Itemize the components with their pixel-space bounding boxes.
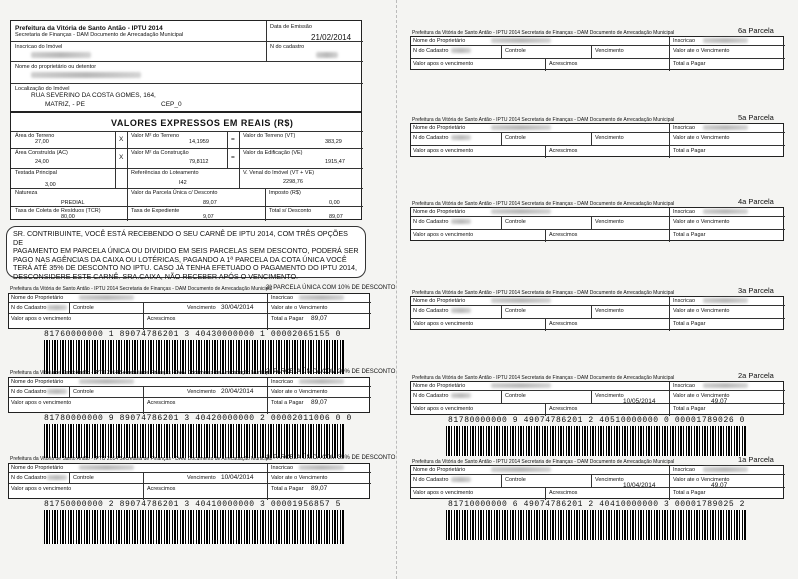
redacted-name <box>491 467 551 472</box>
slip-org: Prefeitura da Vitória de Santo Antão - IPTU 2014 Secretaria de Finanças - DAM Documento de Arrecadação Municipal <box>412 459 675 465</box>
barcode-digits: 81760000000 1 89074786201 3 40430000000 1 00002065155 0 <box>44 330 342 339</box>
barcode <box>446 426 746 456</box>
label-controle: Controle <box>505 477 526 483</box>
divider <box>591 390 592 403</box>
emissao-label: Data de Emissão <box>270 24 312 30</box>
divider <box>267 294 268 330</box>
redacted-inscricao <box>703 383 748 388</box>
imposto-value: 0,00 <box>329 200 340 206</box>
label-inscricao: Inscricao <box>271 465 294 471</box>
localizacao-label: Localização do Imóvel <box>15 86 70 92</box>
label-valor-ate: Valor ate o Vencimento <box>271 475 328 481</box>
slip-valor: 49,07 <box>711 482 728 489</box>
label-valor-apos: Valor apos o vencimento <box>413 232 474 238</box>
label-inscricao: Inscricao <box>673 298 696 304</box>
redacted-cadastro <box>47 389 67 394</box>
label-acrescimos: Acrescimos <box>147 316 176 322</box>
redacted-inscricao <box>703 467 748 472</box>
divider <box>591 216 592 229</box>
redacted-cadastro <box>451 135 471 140</box>
cep-line: CEP_0 <box>161 101 182 108</box>
barcode <box>446 510 746 540</box>
divider <box>501 305 502 318</box>
label-nome: Nome do Proprietário <box>413 467 466 473</box>
divider <box>267 378 268 414</box>
redacted-name <box>79 465 134 470</box>
divider <box>501 390 502 403</box>
divider <box>591 305 592 318</box>
label-total: Total a Pagar <box>673 321 706 327</box>
label-vencimento: Vencimento <box>595 48 624 54</box>
label-inscricao: Inscricao <box>673 383 696 389</box>
divider <box>411 229 785 230</box>
label-total: Total a Pagar <box>673 490 706 496</box>
label-valor-apos: Valor apos o vencimento <box>11 316 72 322</box>
slip-box <box>410 296 784 330</box>
multiply-sign: X <box>119 136 124 143</box>
label-ncadastro: N do Cadastro <box>11 389 47 395</box>
label-acrescimos: Acrescimos <box>549 148 578 154</box>
coleta-value: 80,00 <box>61 214 75 220</box>
slip-org: Prefeitura da Vitória de Santo Antão - IPTU 2014 Secretaria de Finanças - DAM Documento de Arrecadação Municipal <box>10 286 273 292</box>
label-vencimento: Vencimento <box>595 477 624 483</box>
redacted-cadastro <box>451 393 471 398</box>
divider <box>591 474 592 487</box>
slip-org: Prefeitura da Vitória de Santo Antão - IPTU 2014 Secretaria de Finanças - DAM Documento de Arrecadação Municipal <box>10 370 273 376</box>
redacted-cadastro <box>451 308 471 313</box>
label-total: Total a Pagar <box>271 400 304 406</box>
redacted-name <box>491 38 551 43</box>
redacted-cadastro <box>451 48 471 53</box>
label-valor-apos: Valor apos o vencimento <box>413 406 474 412</box>
label-acrescimos: Acrescimos <box>147 400 176 406</box>
venal-label: V. Venal do Imóvel (VT + VE) <box>243 170 315 176</box>
venal-value: 2298,76 <box>283 179 303 185</box>
divider <box>411 318 785 319</box>
values-table <box>10 112 362 220</box>
equals-sign: = <box>231 136 235 143</box>
label-total: Total a Pagar <box>673 232 706 238</box>
label-acrescimos: Acrescimos <box>549 232 578 238</box>
label-acrescimos: Acrescimos <box>549 406 578 412</box>
total-label: Total s/ Desconto <box>269 208 312 214</box>
v-terreno-label: Valor do Terreno (VT) <box>243 133 296 139</box>
label-inscricao: Inscricao <box>673 467 696 473</box>
testada-value: 3,00 <box>45 182 56 188</box>
divider <box>9 483 371 484</box>
barcode-digits: 81780000000 9 49074786201 2 40510000000 0 00001789026 0 <box>448 416 746 425</box>
divider <box>669 297 670 331</box>
slip-title: 2ª PARCELA ÚNICA COM 20% DE DESCONTO <box>266 369 396 375</box>
area-terreno-value: 27,00 <box>35 139 49 145</box>
redacted-inscricao <box>703 298 748 303</box>
label-acrescimos: Acrescimos <box>549 61 578 67</box>
divider <box>411 487 785 488</box>
redacted-inscricao <box>299 465 344 470</box>
divider <box>669 37 670 71</box>
divider <box>9 397 371 398</box>
expediente-label: Taxa de Expediente <box>131 208 180 214</box>
divider <box>545 229 546 242</box>
area-const-label: Área Construída (AC) <box>15 150 68 156</box>
contributor-notice: SR. CONTRIBUINTE, VOCÊ ESTÁ RECEBENDO O SEU CARNÊ DE IPTU 2014, COM TRÊS OPÇÕES DE PAGAMENTO EM PARCELA ÚNICA OU DIVIDIDO EM SEIS PARCELAS SEM DESCONTO, PODERÁ SER PAGO NAS AGÊNCIAS DA CAIXA OU LOTÉRICAS, PAGANDO A 1ª PARCELA DA COTA ÚNICA VOCÊ TERÁ ATÉ 35% DE DESCONTO NO IPTU. CASO JÁ TENHA EFETUADO O PAGAMENTO DO IPTU 2014, DESCONSIDERE ESTE CARNÊ. SRA.CAIXA, NÃO RECEBER APÓS O VENCIMENTO. <box>6 226 366 278</box>
barcode-digits: 81710000000 6 49074786201 2 40410000000 3 00001789025 2 <box>448 500 746 509</box>
divider <box>411 216 785 217</box>
slip-box <box>8 293 370 329</box>
divider <box>9 472 371 473</box>
proprietario-label: Nome do proprietário ou detentor <box>15 64 97 70</box>
redacted-name <box>491 383 551 388</box>
redacted-inscricao <box>299 379 344 384</box>
label-valor-ate: Valor ate o Vencimento <box>673 393 730 399</box>
slip-box <box>410 123 784 157</box>
label-controle: Controle <box>505 393 526 399</box>
natureza-label: Natureza <box>15 190 38 196</box>
label-ncadastro: N do Cadastro <box>11 305 47 311</box>
slip-total: 89,07 <box>311 485 328 492</box>
label-vencimento: Vencimento <box>595 135 624 141</box>
divider <box>669 466 670 500</box>
label-acrescimos: Acrescimos <box>549 490 578 496</box>
slip-box <box>8 463 370 499</box>
slip-venc: 10/04/2014 <box>221 474 254 481</box>
label-nome: Nome do Proprietário <box>413 298 466 304</box>
label-controle: Controle <box>73 305 94 311</box>
divider <box>411 305 785 306</box>
slip-venc: 30/04/2014 <box>221 304 254 311</box>
redacted-inscricao <box>31 52 91 58</box>
divider <box>9 313 371 314</box>
label-valor-apos: Valor apos o vencimento <box>413 321 474 327</box>
label-valor-ate: Valor ate o Vencimento <box>673 48 730 54</box>
label-ncadastro: N do Cadastro <box>413 135 449 141</box>
label-controle: Controle <box>73 475 94 481</box>
divider <box>267 464 268 500</box>
slip-box <box>410 381 784 415</box>
slip-org: Prefeitura da Vitória de Santo Antão - IPTU 2014 Secretaria de Finanças - DAM Documento de Arrecadação Municipal <box>412 30 675 36</box>
slip-valor: 49,07 <box>711 398 728 405</box>
vm-const-value: 79,8112 <box>189 159 209 165</box>
label-nome: Nome do Proprietário <box>413 383 466 389</box>
label-vencimento: Vencimento <box>595 393 624 399</box>
perforation-line <box>396 0 397 579</box>
slip-box <box>410 465 784 499</box>
slip-total: 89,07 <box>311 399 328 406</box>
divider <box>501 216 502 229</box>
label-controle: Controle <box>505 48 526 54</box>
redacted-inscricao <box>299 295 344 300</box>
label-ncadastro: N do Cadastro <box>11 475 47 481</box>
divider <box>69 386 70 397</box>
label-controle: Controle <box>505 219 526 225</box>
label-valor-apos: Valor apos o vencimento <box>413 61 474 67</box>
label-ncadastro: N do Cadastro <box>413 219 449 225</box>
label-controle: Controle <box>505 135 526 141</box>
divider <box>411 132 785 133</box>
testada-label: Testada Principal <box>15 170 57 176</box>
org-name: Prefeitura da Vitória de Santo Antão - IPTU 2014 <box>15 25 163 32</box>
label-ncadastro: N do Cadastro <box>413 393 449 399</box>
divider <box>411 58 785 59</box>
label-valor-apos: Valor apos o vencimento <box>11 486 72 492</box>
divider <box>669 124 670 158</box>
slip-title: 4a Parcela <box>738 197 774 206</box>
label-acrescimos: Acrescimos <box>549 321 578 327</box>
divider <box>591 132 592 145</box>
label-controle: Controle <box>73 389 94 395</box>
barcode-digits: 81750000000 2 89074786201 3 40410000000 3 00001956857 5 <box>44 500 342 509</box>
label-vencimento: Vencimento <box>187 305 216 311</box>
redacted-name <box>491 125 551 130</box>
label-vencimento: Vencimento <box>595 308 624 314</box>
ref-lot-label: Referências do Loteamento <box>131 170 199 176</box>
divider <box>545 403 546 416</box>
slip-box <box>410 36 784 70</box>
redacted-name <box>79 379 134 384</box>
slip-title: 5a Parcela <box>738 113 774 122</box>
vm-const-label: Valor M² da Construção <box>131 150 189 156</box>
slip-org: Prefeitura da Vitória de Santo Antão - IPTU 2014 Secretaria de Finanças - DAM Documento de Arrecadação Municipal <box>412 117 675 123</box>
slip-title: 3a Parcela <box>738 286 774 295</box>
divider <box>9 302 371 303</box>
label-nome: Nome do Proprietário <box>413 125 466 131</box>
area-const-value: 24,00 <box>35 159 49 165</box>
slip-venc: 10/05/2014 <box>623 398 656 405</box>
label-acrescimos: Acrescimos <box>147 486 176 492</box>
label-nome: Nome do Proprietário <box>413 209 466 215</box>
label-valor-ate: Valor ate o Vencimento <box>271 305 328 311</box>
natureza-value: PREDIAL <box>61 200 85 206</box>
divider <box>143 302 144 330</box>
total-value: 89,07 <box>329 214 343 220</box>
values-title: VALORES EXPRESSOS EM REAIS (R$) <box>111 118 294 128</box>
label-valor-apos: Valor apos o vencimento <box>413 490 474 496</box>
label-vencimento: Vencimento <box>187 389 216 395</box>
ref-lot-value: I42 <box>179 180 187 186</box>
city-line: MATRIZ, - PE <box>45 101 85 108</box>
divider <box>143 386 144 414</box>
label-nome: Nome do Proprietário <box>11 465 64 471</box>
slip-title: 6a Parcela <box>738 26 774 35</box>
label-valor-ate: Valor ate o Vencimento <box>673 308 730 314</box>
slip-venc: 20/04/2014 <box>221 388 254 395</box>
expediente-value: 9,07 <box>203 214 214 220</box>
redacted-inscricao <box>703 209 748 214</box>
divider <box>9 386 371 387</box>
slip-box <box>410 207 784 241</box>
label-total: Total a Pagar <box>271 316 304 322</box>
address-line: RUA SEVERINO DA COSTA GOMES, 164, <box>31 92 156 99</box>
divider <box>501 474 502 487</box>
slip-title: 1ª PARCELA ÚNICA COM 35% DE DESCONTO <box>266 455 396 461</box>
label-total: Total a Pagar <box>673 61 706 67</box>
slip-title: 1a Parcela <box>738 455 774 464</box>
imposto-label: Imposto (R$) <box>269 190 301 196</box>
redacted-name <box>491 209 551 214</box>
label-nome: Nome do Proprietário <box>11 379 64 385</box>
slip-org: Prefeitura da Vitória de Santo Antão - IPTU 2014 Secretaria de Finanças - DAM Documento de Arrecadação Municipal <box>412 290 675 296</box>
ncadastro-label: N do cadastro <box>270 44 305 50</box>
label-valor-apos: Valor apos o vencimento <box>413 148 474 154</box>
slip-title: 2a Parcela <box>738 371 774 380</box>
redacted-cadastro <box>316 52 338 58</box>
divider <box>69 472 70 483</box>
barcode-digits: 81780000000 9 89074786201 3 40420000000 2 00002011006 0 0 <box>44 414 352 423</box>
redacted-owner <box>31 72 141 78</box>
v-edif-value: 1915,47 <box>325 159 345 165</box>
label-inscricao: Inscricao <box>271 379 294 385</box>
slip-org: Prefeitura da Vitória de Santo Antão - IPTU 2014 Secretaria de Finanças - DAM Documento de Arrecadação Municipal <box>412 201 675 207</box>
label-total: Total a Pagar <box>673 406 706 412</box>
org-sub: Secretaria de Finanças - DAM Documento de Arrecadação Municipal <box>15 32 184 38</box>
divider <box>545 487 546 500</box>
vm-terreno-value: 14,1959 <box>189 139 209 145</box>
coleta-label: Taxa de Coleta de Resíduos (TCR) <box>15 208 101 214</box>
label-inscricao: Inscricao <box>673 125 696 131</box>
slip-box <box>8 377 370 413</box>
unica-label: Valor da Parcela Única c/ Desconto <box>131 190 218 196</box>
divider <box>143 472 144 500</box>
slip-org: Prefeitura da Vitória de Santo Antão - IPTU 2014 Secretaria de Finanças - DAM Documento de Arrecadação Municipal <box>10 456 273 462</box>
divider <box>545 145 546 158</box>
vm-terreno-label: Valor M² do Terreno <box>131 133 180 139</box>
label-nome: Nome do Proprietário <box>11 295 64 301</box>
divider <box>501 45 502 58</box>
equals-sign: = <box>231 154 235 161</box>
label-ncadastro: N do Cadastro <box>413 477 449 483</box>
unica-value: 89,07 <box>203 200 217 206</box>
divider <box>591 45 592 58</box>
redacted-inscricao <box>703 38 748 43</box>
label-ncadastro: N do Cadastro <box>413 48 449 54</box>
divider <box>669 208 670 242</box>
divider <box>411 403 785 404</box>
slip-org: Prefeitura da Vitória de Santo Antão - IPTU 2014 Secretaria de Finanças - DAM Documento de Arrecadação Municipal <box>412 375 675 381</box>
v-terreno-value: 383,29 <box>325 139 342 145</box>
slip-title: 3ª PARCELA ÚNICA COM 10% DE DESCONTO <box>266 285 396 291</box>
label-vencimento: Vencimento <box>187 475 216 481</box>
label-valor-ate: Valor ate o Vencimento <box>673 477 730 483</box>
label-valor-apos: Valor apos o vencimento <box>11 400 72 406</box>
divider <box>669 382 670 416</box>
area-terreno-label: Área do Terreno <box>15 133 55 139</box>
redacted-inscricao <box>703 125 748 130</box>
label-total: Total a Pagar <box>271 486 304 492</box>
divider <box>411 390 785 391</box>
divider <box>501 132 502 145</box>
redacted-cadastro <box>451 477 471 482</box>
label-valor-ate: Valor ate o Vencimento <box>673 135 730 141</box>
label-valor-ate: Valor ate o Vencimento <box>271 389 328 395</box>
label-ncadastro: N do Cadastro <box>413 308 449 314</box>
divider <box>411 45 785 46</box>
barcode <box>44 510 344 544</box>
slip-total: 89,07 <box>311 315 328 322</box>
label-total: Total a Pagar <box>673 148 706 154</box>
emissao-date: 21/02/2014 <box>311 33 352 42</box>
property-info-box <box>10 20 362 112</box>
slip-venc: 10/04/2014 <box>623 482 656 489</box>
label-controle: Controle <box>505 308 526 314</box>
barcode <box>44 424 344 458</box>
divider <box>69 302 70 313</box>
v-edif-label: Valor da Edificação (VE) <box>243 150 303 156</box>
label-valor-ate: Valor ate o Vencimento <box>673 219 730 225</box>
label-inscricao: Inscricao <box>673 38 696 44</box>
divider <box>411 145 785 146</box>
redacted-name <box>491 298 551 303</box>
label-inscricao: Inscricao <box>271 295 294 301</box>
divider <box>545 58 546 71</box>
divider <box>411 474 785 475</box>
redacted-cadastro <box>47 305 67 310</box>
label-inscricao: Inscricao <box>673 209 696 215</box>
label-nome: Nome do Proprietário <box>413 38 466 44</box>
inscricao-label: Inscricao do Imóvel <box>15 44 63 50</box>
redacted-cadastro <box>47 475 67 480</box>
redacted-cadastro <box>451 219 471 224</box>
label-vencimento: Vencimento <box>595 219 624 225</box>
divider <box>545 318 546 331</box>
multiply-sign: X <box>119 154 124 161</box>
redacted-name <box>79 295 134 300</box>
